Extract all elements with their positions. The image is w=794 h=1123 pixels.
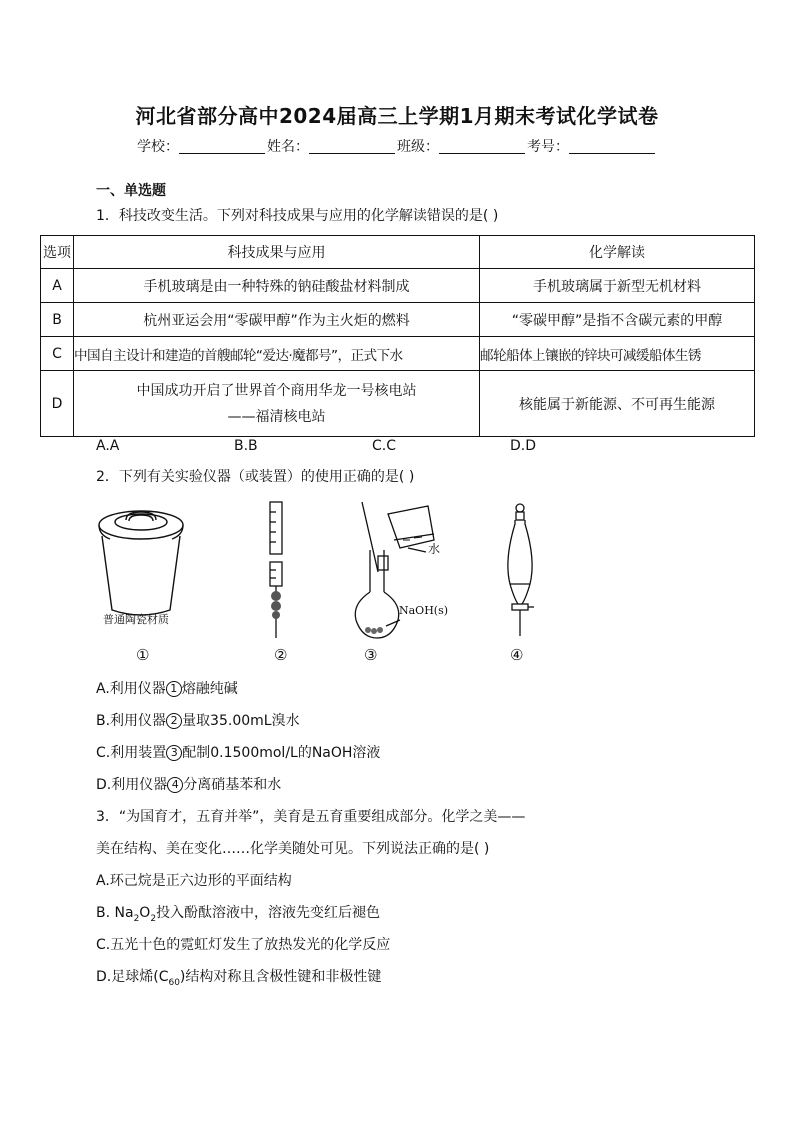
subscript: 2 bbox=[150, 913, 157, 924]
q2-option-c[interactable] bbox=[96, 742, 380, 762]
q3-option-a[interactable]: A.环己烷是正六边形的平面结构 bbox=[96, 873, 292, 889]
q1-choice-b[interactable]: B.B bbox=[234, 438, 258, 454]
row-application: 手机玻璃是由一种特殊的钠硅酸盐材料制成 bbox=[74, 269, 480, 303]
header-option: 选项 bbox=[41, 236, 74, 269]
q3-option-d-text: )结构对称且含极性键和非极性键 bbox=[179, 969, 382, 985]
q1-choice-d[interactable]: D.D bbox=[510, 438, 537, 454]
q3-option-b-formula: O bbox=[139, 905, 151, 921]
class-label: 班级： bbox=[397, 139, 439, 155]
header-application: 科技成果与应用 bbox=[74, 236, 480, 269]
table-row bbox=[41, 303, 755, 337]
q2-option-b-text-end: 量取35.00mL溴水 bbox=[182, 713, 300, 729]
q3-option-d[interactable] bbox=[96, 966, 381, 988]
row-interpretation: 手机玻璃属于新型无机材料 bbox=[480, 269, 755, 303]
q2-option-d-text: D.利用仪器 bbox=[96, 777, 168, 793]
q1-choice-c[interactable]: C.C bbox=[372, 438, 397, 454]
figure-label-3: ③ bbox=[364, 646, 378, 664]
q2-option-d-text-end: 分离硝基苯和水 bbox=[183, 777, 282, 793]
q2-option-a-text-end: 熔融纯碱 bbox=[181, 681, 238, 697]
q1-choice-a[interactable]: A.A bbox=[96, 438, 120, 454]
row-application: 杭州亚运会用“零碳甲醇”作为主火炬的燃料 bbox=[74, 303, 480, 337]
table-row bbox=[41, 337, 755, 371]
name-label: 姓名： bbox=[267, 139, 309, 155]
q2-option-b-text: B.利用仪器 bbox=[96, 713, 167, 729]
q1-table bbox=[40, 235, 755, 437]
q3-option-b[interactable] bbox=[96, 902, 380, 924]
circled-number: 2 bbox=[166, 713, 182, 729]
burette-figure bbox=[258, 500, 298, 642]
figure-label-1: ① bbox=[136, 646, 150, 664]
naoh-label: NaOH(s) bbox=[399, 604, 449, 617]
q2-stem: 2．下列有关实验仪器（或装置）的使用正确的是( ) bbox=[96, 469, 415, 485]
q3-stem-line1: 3．“为国育才，五育并举”，美育是五育重要组成部分。化学之美—— bbox=[96, 809, 526, 825]
name-blank[interactable] bbox=[309, 139, 395, 154]
row-interpretation: 邮轮船体上镶嵌的锌块可减缓船体生锈 bbox=[480, 337, 755, 371]
row-option: B bbox=[41, 303, 74, 337]
circled-number: 4 bbox=[167, 777, 183, 793]
student-info-line bbox=[0, 136, 794, 156]
table-header-row bbox=[41, 236, 755, 269]
row-application: 中国成功开启了世界首个商用华龙一号核电站——福清核电站 bbox=[74, 371, 480, 437]
q2-option-b[interactable] bbox=[96, 710, 300, 730]
q2-option-d[interactable] bbox=[96, 774, 281, 794]
row-option: C bbox=[41, 337, 74, 371]
figure-label-2: ② bbox=[274, 646, 288, 664]
water-label: 水 bbox=[428, 542, 441, 556]
subscript: 60 bbox=[168, 977, 180, 988]
q3-option-b-prefix: B. Na bbox=[96, 905, 134, 921]
number-label: 考号： bbox=[527, 139, 569, 155]
circled-number: 1 bbox=[166, 681, 182, 697]
row-option: D bbox=[41, 371, 74, 437]
row-option: A bbox=[41, 269, 74, 303]
row-application: 中国自主设计和建造的首艘邮轮“爱达·魔都号”，正式下水 bbox=[74, 337, 480, 371]
q3-option-c[interactable]: C.五光十色的霓虹灯发生了放热发光的化学反应 bbox=[96, 937, 391, 953]
table-row bbox=[41, 371, 755, 437]
section-heading: 一、单选题 bbox=[96, 183, 166, 199]
header-interpretation: 化学解读 bbox=[480, 236, 755, 269]
page-title: 河北省部分高中2024届高三上学期1月期末考试化学试卷 bbox=[135, 104, 659, 128]
number-blank[interactable] bbox=[569, 139, 655, 154]
q2-option-c-text-end: 配制0.1500mol/L的NaOH溶液 bbox=[182, 745, 381, 761]
flask-setup-figure bbox=[348, 500, 458, 642]
row-interpretation: 核能属于新能源、不可再生能源 bbox=[480, 371, 755, 437]
table-row bbox=[41, 269, 755, 303]
separatory-funnel-figure bbox=[500, 500, 540, 642]
figure-label-4: ④ bbox=[510, 646, 524, 664]
subscript: 2 bbox=[133, 913, 140, 924]
school-label: 学校： bbox=[137, 139, 179, 155]
q2-option-a-text: A.利用仪器 bbox=[96, 681, 166, 697]
row-interpretation: “零碳甲醇”是指不含碳元素的甲醇 bbox=[480, 303, 755, 337]
q3-stem-line2: 美在结构、美在变化……化学美随处可见。下列说法正确的是( ) bbox=[96, 841, 490, 857]
q3-option-d-prefix: D.足球烯(C bbox=[96, 969, 169, 985]
q1-stem: 1．科技改变生活。下列对科技成果与应用的化学解读错误的是( ) bbox=[96, 208, 499, 224]
circled-number: 3 bbox=[166, 745, 182, 761]
class-blank[interactable] bbox=[439, 139, 525, 154]
q2-option-a[interactable] bbox=[96, 678, 238, 698]
crucible-caption: 普通陶瓷材质 bbox=[103, 613, 169, 626]
q2-option-c-text: C.利用装置 bbox=[96, 745, 167, 761]
school-blank[interactable] bbox=[179, 139, 265, 154]
q3-option-b-text: 投入酚酞溶液中，溶液先变红后褪色 bbox=[156, 905, 381, 921]
